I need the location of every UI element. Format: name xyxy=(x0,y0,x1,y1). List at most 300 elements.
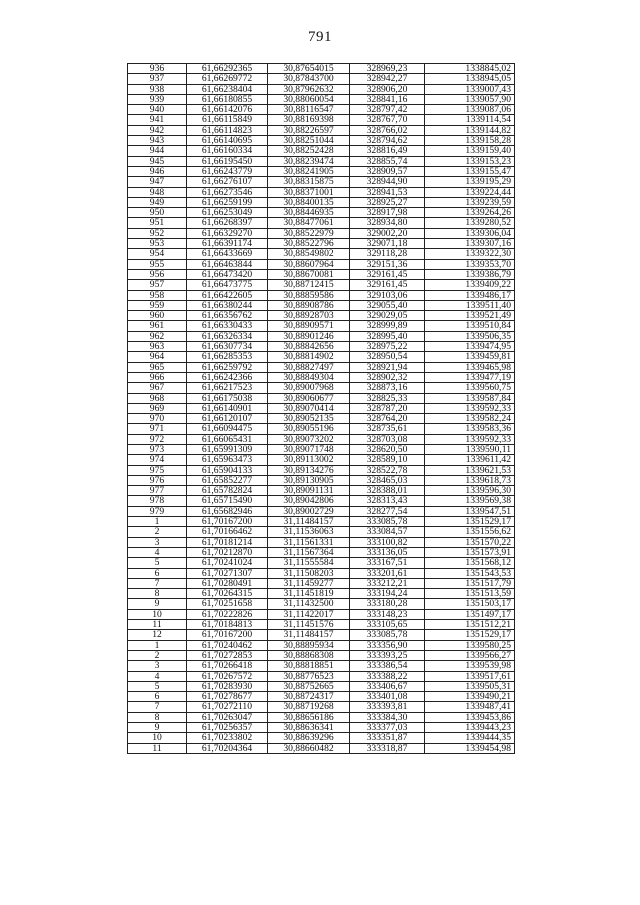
latitude-cell: 61,65904133 xyxy=(187,465,268,475)
x-coordinate-cell: 328313,43 xyxy=(350,496,425,506)
longitude-cell: 30,88251044 xyxy=(268,136,350,146)
table-row xyxy=(128,506,515,516)
latitude-cell: 61,70167200 xyxy=(187,517,268,527)
x-coordinate-cell: 328925,27 xyxy=(350,197,425,207)
x-coordinate-cell: 333377,03 xyxy=(350,723,425,733)
y-coordinate-cell: 1351568,12 xyxy=(425,558,515,568)
longitude-cell: 30,88446935 xyxy=(268,208,350,218)
x-coordinate-cell: 328787,20 xyxy=(350,403,425,413)
x-coordinate-cell: 328703,08 xyxy=(350,434,425,444)
longitude-cell: 31,11484157 xyxy=(268,630,350,640)
x-coordinate-cell: 328794,62 xyxy=(350,136,425,146)
y-coordinate-cell: 1339443,23 xyxy=(425,723,515,733)
x-coordinate-cell: 328873,16 xyxy=(350,383,425,393)
x-coordinate-cell: 329103,06 xyxy=(350,290,425,300)
point-number-cell: 960 xyxy=(128,311,187,321)
point-number-cell: 951 xyxy=(128,218,187,228)
x-coordinate-cell: 329118,28 xyxy=(350,249,425,259)
table-row xyxy=(128,187,515,197)
x-coordinate-cell: 333084,57 xyxy=(350,527,425,537)
table-row xyxy=(128,362,515,372)
x-coordinate-cell: 328766,02 xyxy=(350,125,425,135)
latitude-cell: 61,70271307 xyxy=(187,568,268,578)
latitude-cell: 61,66307734 xyxy=(187,342,268,352)
latitude-cell: 61,66326334 xyxy=(187,331,268,341)
longitude-cell: 30,88849304 xyxy=(268,372,350,382)
y-coordinate-cell: 1339517,61 xyxy=(425,671,515,681)
y-coordinate-cell: 1339159,40 xyxy=(425,146,515,156)
x-coordinate-cell: 328921,94 xyxy=(350,362,425,372)
x-coordinate-cell: 329161,45 xyxy=(350,280,425,290)
table-row xyxy=(128,218,515,228)
table-row xyxy=(128,105,515,115)
table-row xyxy=(128,599,515,609)
table-row xyxy=(128,465,515,475)
y-coordinate-cell: 1339580,25 xyxy=(425,640,515,650)
y-coordinate-cell: 1338845,02 xyxy=(425,64,515,74)
point-number-cell: 975 xyxy=(128,465,187,475)
latitude-cell: 61,66242366 xyxy=(187,372,268,382)
x-coordinate-cell: 333201,61 xyxy=(350,568,425,578)
table-row xyxy=(128,609,515,619)
longitude-cell: 31,11451819 xyxy=(268,589,350,599)
table-row xyxy=(128,197,515,207)
latitude-cell: 61,70240462 xyxy=(187,640,268,650)
x-coordinate-cell: 333401,08 xyxy=(350,692,425,702)
x-coordinate-cell: 328942,27 xyxy=(350,74,425,84)
point-number-cell: 7 xyxy=(128,702,187,712)
x-coordinate-cell: 328764,20 xyxy=(350,414,425,424)
longitude-cell: 30,89052135 xyxy=(268,414,350,424)
y-coordinate-cell: 1338945,05 xyxy=(425,74,515,84)
latitude-cell: 61,70283930 xyxy=(187,681,268,691)
y-coordinate-cell: 1339155,47 xyxy=(425,166,515,176)
longitude-cell: 30,89113002 xyxy=(268,455,350,465)
y-coordinate-cell: 1339386,79 xyxy=(425,269,515,279)
point-number-cell: 976 xyxy=(128,475,187,485)
longitude-cell: 31,11451576 xyxy=(268,620,350,630)
longitude-cell: 30,88549802 xyxy=(268,249,350,259)
longitude-cell: 31,11422017 xyxy=(268,609,350,619)
point-number-cell: 953 xyxy=(128,239,187,249)
latitude-cell: 61,66180855 xyxy=(187,94,268,104)
table-row xyxy=(128,414,515,424)
table-row xyxy=(128,496,515,506)
table-row xyxy=(128,517,515,527)
latitude-cell: 61,70256357 xyxy=(187,723,268,733)
x-coordinate-cell: 329055,40 xyxy=(350,300,425,310)
y-coordinate-cell: 1339486,17 xyxy=(425,290,515,300)
longitude-cell: 30,88928703 xyxy=(268,311,350,321)
y-coordinate-cell: 1339239,59 xyxy=(425,197,515,207)
latitude-cell: 61,66269772 xyxy=(187,74,268,84)
point-number-cell: 12 xyxy=(128,630,187,640)
longitude-cell: 30,87843700 xyxy=(268,74,350,84)
y-coordinate-cell: 1339511,40 xyxy=(425,300,515,310)
y-coordinate-cell: 1339560,75 xyxy=(425,383,515,393)
longitude-cell: 30,89070414 xyxy=(268,403,350,413)
y-coordinate-cell: 1339592,33 xyxy=(425,434,515,444)
point-number-cell: 10 xyxy=(128,609,187,619)
point-number-cell: 11 xyxy=(128,743,187,753)
table-row xyxy=(128,434,515,444)
table-row xyxy=(128,743,515,753)
longitude-cell: 31,11555584 xyxy=(268,558,350,568)
x-coordinate-cell: 333356,90 xyxy=(350,640,425,650)
y-coordinate-cell: 1351543,53 xyxy=(425,568,515,578)
y-coordinate-cell: 1339547,51 xyxy=(425,506,515,516)
x-coordinate-cell: 333136,05 xyxy=(350,547,425,557)
y-coordinate-cell: 1339322,30 xyxy=(425,249,515,259)
latitude-cell: 61,66422605 xyxy=(187,290,268,300)
y-coordinate-cell: 1339353,70 xyxy=(425,259,515,269)
longitude-cell: 30,88868308 xyxy=(268,650,350,660)
longitude-cell: 31,11459277 xyxy=(268,578,350,588)
y-coordinate-cell: 1351529,17 xyxy=(425,630,515,640)
x-coordinate-cell: 328277,54 xyxy=(350,506,425,516)
longitude-cell: 30,88719268 xyxy=(268,702,350,712)
y-coordinate-cell: 1339592,33 xyxy=(425,403,515,413)
y-coordinate-cell: 1339569,38 xyxy=(425,496,515,506)
y-coordinate-cell: 1339583,36 xyxy=(425,424,515,434)
latitude-cell: 61,70204364 xyxy=(187,743,268,753)
longitude-cell: 30,89060677 xyxy=(268,393,350,403)
longitude-cell: 30,88814902 xyxy=(268,352,350,362)
table-row xyxy=(128,733,515,743)
latitude-cell: 61,66160334 xyxy=(187,146,268,156)
x-coordinate-cell: 328522,78 xyxy=(350,465,425,475)
latitude-cell: 61,66380244 xyxy=(187,300,268,310)
x-coordinate-cell: 329161,45 xyxy=(350,269,425,279)
longitude-cell: 30,88908786 xyxy=(268,300,350,310)
latitude-cell: 61,66114823 xyxy=(187,125,268,135)
y-coordinate-cell: 1339453,86 xyxy=(425,712,515,722)
longitude-cell: 31,11508203 xyxy=(268,568,350,578)
point-number-cell: 943 xyxy=(128,136,187,146)
latitude-cell: 61,66253049 xyxy=(187,208,268,218)
latitude-cell: 61,66330433 xyxy=(187,321,268,331)
table-row xyxy=(128,208,515,218)
y-coordinate-cell: 1339114,54 xyxy=(425,115,515,125)
longitude-cell: 30,88315875 xyxy=(268,177,350,187)
x-coordinate-cell: 333085,78 xyxy=(350,517,425,527)
x-coordinate-cell: 328589,10 xyxy=(350,455,425,465)
latitude-cell: 61,70222826 xyxy=(187,609,268,619)
latitude-cell: 61,66292365 xyxy=(187,64,268,74)
y-coordinate-cell: 1351573,91 xyxy=(425,547,515,557)
table-row xyxy=(128,455,515,465)
point-number-cell: 942 xyxy=(128,125,187,135)
table-row xyxy=(128,136,515,146)
latitude-cell: 61,66238404 xyxy=(187,84,268,94)
longitude-cell: 30,88776523 xyxy=(268,671,350,681)
y-coordinate-cell: 1351497,17 xyxy=(425,609,515,619)
latitude-cell: 61,70272853 xyxy=(187,650,268,660)
point-number-cell: 945 xyxy=(128,156,187,166)
coordinates-table-body xyxy=(128,64,515,754)
latitude-cell: 61,66391174 xyxy=(187,239,268,249)
x-coordinate-cell: 333100,82 xyxy=(350,537,425,547)
y-coordinate-cell: 1339409,22 xyxy=(425,280,515,290)
latitude-cell: 61,66195450 xyxy=(187,156,268,166)
y-coordinate-cell: 1339505,31 xyxy=(425,681,515,691)
table-row xyxy=(128,280,515,290)
x-coordinate-cell: 328999,89 xyxy=(350,321,425,331)
x-coordinate-cell: 328969,23 xyxy=(350,64,425,74)
point-number-cell: 972 xyxy=(128,434,187,444)
y-coordinate-cell: 1339582,24 xyxy=(425,414,515,424)
table-row xyxy=(128,94,515,104)
latitude-cell: 61,66115849 xyxy=(187,115,268,125)
table-row xyxy=(128,547,515,557)
x-coordinate-cell: 333393,25 xyxy=(350,650,425,660)
point-number-cell: 954 xyxy=(128,249,187,259)
longitude-cell: 30,88712415 xyxy=(268,280,350,290)
point-number-cell: 964 xyxy=(128,352,187,362)
longitude-cell: 30,88639296 xyxy=(268,733,350,743)
latitude-cell: 61,70264315 xyxy=(187,589,268,599)
longitude-cell: 30,88522979 xyxy=(268,228,350,238)
point-number-cell: 977 xyxy=(128,486,187,496)
point-number-cell: 5 xyxy=(128,558,187,568)
y-coordinate-cell: 1339477,19 xyxy=(425,372,515,382)
y-coordinate-cell: 1339566,27 xyxy=(425,650,515,660)
table-row xyxy=(128,64,515,74)
point-number-cell: 966 xyxy=(128,372,187,382)
point-number-cell: 3 xyxy=(128,661,187,671)
longitude-cell: 30,88895934 xyxy=(268,640,350,650)
table-row xyxy=(128,486,515,496)
y-coordinate-cell: 1339596,30 xyxy=(425,486,515,496)
y-coordinate-cell: 1351529,17 xyxy=(425,517,515,527)
longitude-cell: 30,89134276 xyxy=(268,465,350,475)
latitude-cell: 61,66094475 xyxy=(187,424,268,434)
table-row xyxy=(128,342,515,352)
y-coordinate-cell: 1339506,35 xyxy=(425,331,515,341)
y-coordinate-cell: 1351517,79 xyxy=(425,578,515,588)
x-coordinate-cell: 328388,01 xyxy=(350,486,425,496)
latitude-cell: 61,65991309 xyxy=(187,444,268,454)
point-number-cell: 956 xyxy=(128,269,187,279)
point-number-cell: 11 xyxy=(128,620,187,630)
y-coordinate-cell: 1339444,35 xyxy=(425,733,515,743)
y-coordinate-cell: 1351570,22 xyxy=(425,537,515,547)
table-row xyxy=(128,578,515,588)
coordinates-table xyxy=(127,63,515,754)
latitude-cell: 61,70267572 xyxy=(187,671,268,681)
y-coordinate-cell: 1339465,98 xyxy=(425,362,515,372)
latitude-cell: 61,70166462 xyxy=(187,527,268,537)
latitude-cell: 61,65852277 xyxy=(187,475,268,485)
longitude-cell: 30,89091131 xyxy=(268,486,350,496)
x-coordinate-cell: 333148,23 xyxy=(350,609,425,619)
latitude-cell: 61,70266418 xyxy=(187,661,268,671)
table-row xyxy=(128,558,515,568)
x-coordinate-cell: 328934,80 xyxy=(350,218,425,228)
y-coordinate-cell: 1339264,26 xyxy=(425,208,515,218)
latitude-cell: 61,70263047 xyxy=(187,712,268,722)
x-coordinate-cell: 333180,28 xyxy=(350,599,425,609)
x-coordinate-cell: 333388,22 xyxy=(350,671,425,681)
longitude-cell: 30,88670081 xyxy=(268,269,350,279)
y-coordinate-cell: 1339587,84 xyxy=(425,393,515,403)
point-number-cell: 941 xyxy=(128,115,187,125)
point-number-cell: 948 xyxy=(128,187,187,197)
longitude-cell: 30,88226597 xyxy=(268,125,350,135)
table-row xyxy=(128,393,515,403)
x-coordinate-cell: 329151,36 xyxy=(350,259,425,269)
point-number-cell: 10 xyxy=(128,733,187,743)
latitude-cell: 61,70167200 xyxy=(187,630,268,640)
point-number-cell: 974 xyxy=(128,455,187,465)
table-row xyxy=(128,239,515,249)
latitude-cell: 61,66276107 xyxy=(187,177,268,187)
table-row xyxy=(128,589,515,599)
y-coordinate-cell: 1351503,17 xyxy=(425,599,515,609)
point-number-cell: 1 xyxy=(128,640,187,650)
point-number-cell: 979 xyxy=(128,506,187,516)
point-number-cell: 944 xyxy=(128,146,187,156)
latitude-cell: 61,66142076 xyxy=(187,105,268,115)
point-number-cell: 8 xyxy=(128,589,187,599)
table-row xyxy=(128,671,515,681)
longitude-cell: 30,88752665 xyxy=(268,681,350,691)
latitude-cell: 61,66356762 xyxy=(187,311,268,321)
x-coordinate-cell: 329071,18 xyxy=(350,239,425,249)
point-number-cell: 939 xyxy=(128,94,187,104)
table-row xyxy=(128,74,515,84)
longitude-cell: 30,88901246 xyxy=(268,331,350,341)
point-number-cell: 962 xyxy=(128,331,187,341)
latitude-cell: 61,70241024 xyxy=(187,558,268,568)
table-row xyxy=(128,681,515,691)
latitude-cell: 61,66329270 xyxy=(187,228,268,238)
longitude-cell: 30,88371001 xyxy=(268,187,350,197)
longitude-cell: 30,88241905 xyxy=(268,166,350,176)
y-coordinate-cell: 1339510,84 xyxy=(425,321,515,331)
table-row xyxy=(128,383,515,393)
longitude-cell: 30,88818851 xyxy=(268,661,350,671)
latitude-cell: 61,70280491 xyxy=(187,578,268,588)
longitude-cell: 30,88060054 xyxy=(268,94,350,104)
x-coordinate-cell: 328902,32 xyxy=(350,372,425,382)
point-number-cell: 965 xyxy=(128,362,187,372)
table-row xyxy=(128,84,515,94)
point-number-cell: 967 xyxy=(128,383,187,393)
latitude-cell: 61,66463844 xyxy=(187,259,268,269)
x-coordinate-cell: 333085,78 xyxy=(350,630,425,640)
y-coordinate-cell: 1339153,23 xyxy=(425,156,515,166)
table-row xyxy=(128,372,515,382)
table-row xyxy=(128,166,515,176)
x-coordinate-cell: 328917,98 xyxy=(350,208,425,218)
table-row xyxy=(128,115,515,125)
longitude-cell: 30,89042806 xyxy=(268,496,350,506)
y-coordinate-cell: 1339057,90 xyxy=(425,94,515,104)
longitude-cell: 30,88522796 xyxy=(268,239,350,249)
longitude-cell: 30,88636341 xyxy=(268,723,350,733)
longitude-cell: 30,88859586 xyxy=(268,290,350,300)
table-row xyxy=(128,331,515,341)
latitude-cell: 61,66259792 xyxy=(187,362,268,372)
point-number-cell: 940 xyxy=(128,105,187,115)
x-coordinate-cell: 333212,21 xyxy=(350,578,425,588)
point-number-cell: 6 xyxy=(128,692,187,702)
table-row xyxy=(128,125,515,135)
latitude-cell: 61,66433669 xyxy=(187,249,268,259)
y-coordinate-cell: 1339521,49 xyxy=(425,311,515,321)
y-coordinate-cell: 1339621,53 xyxy=(425,465,515,475)
latitude-cell: 61,66473420 xyxy=(187,269,268,279)
longitude-cell: 31,11561331 xyxy=(268,537,350,547)
latitude-cell: 61,65682946 xyxy=(187,506,268,516)
table-row xyxy=(128,475,515,485)
latitude-cell: 61,66175038 xyxy=(187,393,268,403)
x-coordinate-cell: 333393,81 xyxy=(350,702,425,712)
longitude-cell: 31,11432500 xyxy=(268,599,350,609)
point-number-cell: 958 xyxy=(128,290,187,300)
y-coordinate-cell: 1339224,44 xyxy=(425,187,515,197)
longitude-cell: 30,88169398 xyxy=(268,115,350,125)
x-coordinate-cell: 328944,90 xyxy=(350,177,425,187)
point-number-cell: 957 xyxy=(128,280,187,290)
point-number-cell: 961 xyxy=(128,321,187,331)
table-row xyxy=(128,640,515,650)
latitude-cell: 61,70233802 xyxy=(187,733,268,743)
table-row xyxy=(128,661,515,671)
table-row xyxy=(128,650,515,660)
y-coordinate-cell: 1351556,62 xyxy=(425,527,515,537)
longitude-cell: 30,89055196 xyxy=(268,424,350,434)
table-row xyxy=(128,537,515,547)
x-coordinate-cell: 328909,57 xyxy=(350,166,425,176)
y-coordinate-cell: 1351512,21 xyxy=(425,620,515,630)
latitude-cell: 61,66473775 xyxy=(187,280,268,290)
y-coordinate-cell: 1339307,16 xyxy=(425,239,515,249)
x-coordinate-cell: 333386,54 xyxy=(350,661,425,671)
x-coordinate-cell: 328465,03 xyxy=(350,475,425,485)
longitude-cell: 30,88724317 xyxy=(268,692,350,702)
table-row xyxy=(128,259,515,269)
table-row xyxy=(128,424,515,434)
table-row xyxy=(128,568,515,578)
y-coordinate-cell: 1339539,98 xyxy=(425,661,515,671)
x-coordinate-cell: 328620,50 xyxy=(350,444,425,454)
x-coordinate-cell: 333406,67 xyxy=(350,681,425,691)
longitude-cell: 30,88607964 xyxy=(268,259,350,269)
x-coordinate-cell: 333384,30 xyxy=(350,712,425,722)
y-coordinate-cell: 1339306,04 xyxy=(425,228,515,238)
x-coordinate-cell: 328841,16 xyxy=(350,94,425,104)
table-row xyxy=(128,723,515,733)
latitude-cell: 61,66285353 xyxy=(187,352,268,362)
longitude-cell: 30,87962632 xyxy=(268,84,350,94)
table-row xyxy=(128,269,515,279)
y-coordinate-cell: 1339144,82 xyxy=(425,125,515,135)
point-number-cell: 1 xyxy=(128,517,187,527)
y-coordinate-cell: 1339158,28 xyxy=(425,136,515,146)
latitude-cell: 61,70212870 xyxy=(187,547,268,557)
latitude-cell: 61,66268397 xyxy=(187,218,268,228)
x-coordinate-cell: 328906,20 xyxy=(350,84,425,94)
point-number-cell: 969 xyxy=(128,403,187,413)
y-coordinate-cell: 1339474,95 xyxy=(425,342,515,352)
point-number-cell: 968 xyxy=(128,393,187,403)
point-number-cell: 4 xyxy=(128,671,187,681)
x-coordinate-cell: 328825,33 xyxy=(350,393,425,403)
point-number-cell: 949 xyxy=(128,197,187,207)
x-coordinate-cell: 329002,20 xyxy=(350,228,425,238)
